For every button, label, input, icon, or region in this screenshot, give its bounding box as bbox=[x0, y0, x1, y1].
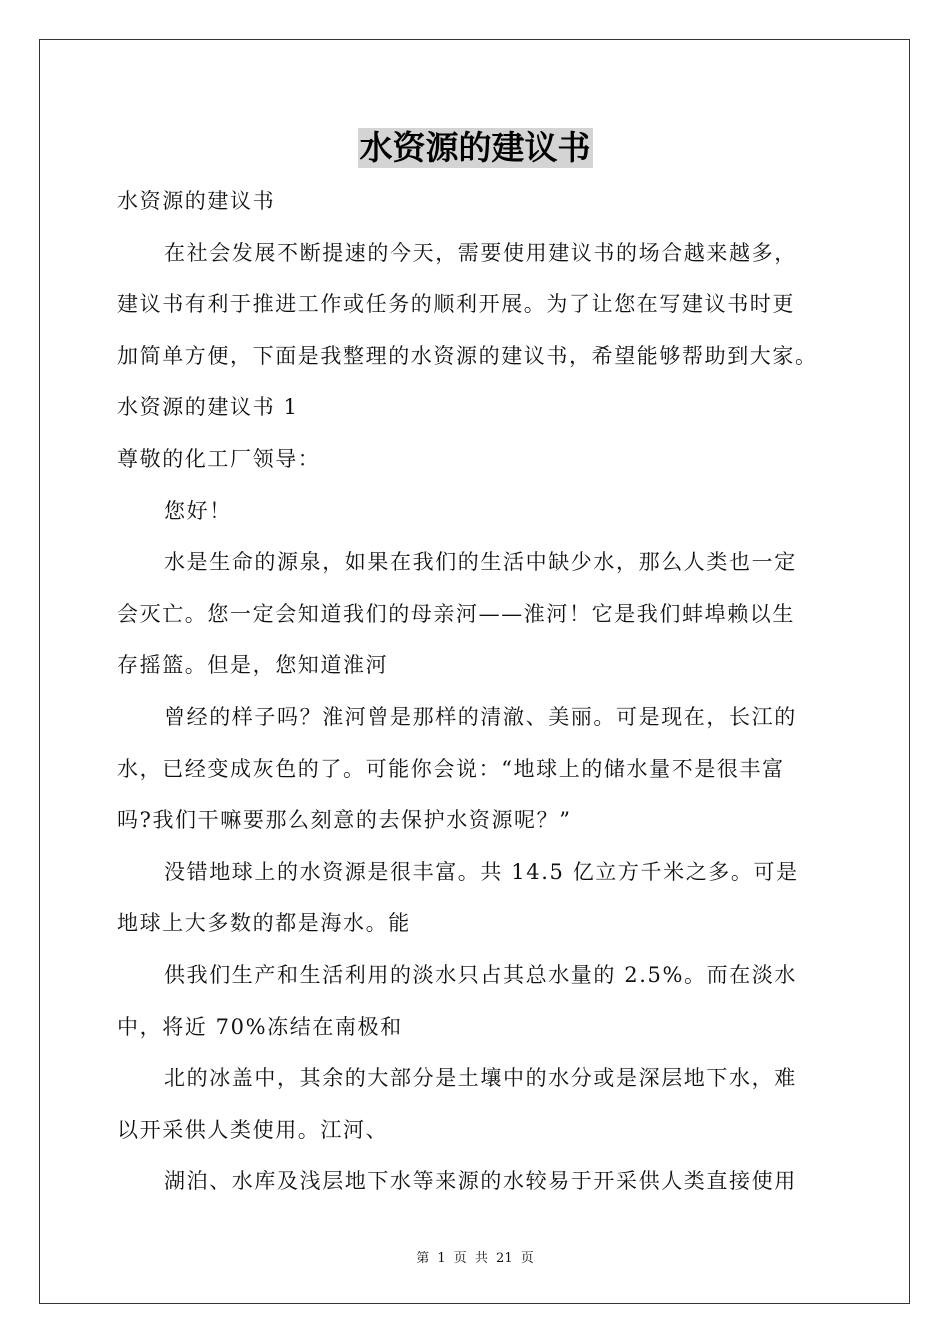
body-line: 北的冰盖中，其余的大部分是土壤中的水分或是深层地下水，难 bbox=[164, 1066, 797, 1091]
section-heading: 水资源的建议书 1 bbox=[117, 395, 299, 420]
document-title: 水资源的建议书 bbox=[359, 128, 591, 167]
body-line: 加简单方便，下面是我整理的水资源的建议书，希望能够帮助到大家。 bbox=[117, 343, 818, 368]
body-line: 在社会发展不断提速的今天，需要使用建议书的场合越来越多， bbox=[164, 240, 797, 265]
body-line: 供我们生产和生活利用的淡水只占其总水量的 2.5%。而在淡水 bbox=[164, 962, 798, 987]
document-body bbox=[117, 176, 837, 1208]
body-line: 水，已经变成灰色的了。可能你会说：“地球上的储水量不是很丰富 bbox=[117, 756, 785, 781]
body-line: 吗?我们干嘛要那么刻意的去保护水资源呢？” bbox=[117, 808, 572, 833]
body-line: 曾经的样子吗？淮河曾是那样的清澈、美丽。可是现在，长江的 bbox=[164, 704, 797, 729]
body-line: 水是生命的源泉，如果在我们的生活中缺少水，那么人类也一定 bbox=[164, 550, 797, 575]
body-line: 存摇篮。但是，您知道淮河 bbox=[117, 653, 389, 678]
salutation: 尊敬的化工厂领导： bbox=[117, 446, 321, 471]
greeting: 您好！ bbox=[164, 498, 232, 523]
page-footer: 第 1 页 共 21 页 bbox=[416, 1251, 534, 1266]
body-line: 建议书有利于推进工作或任务的顺利开展。为了让您在写建议书时更 bbox=[117, 292, 795, 317]
body-line: 会灭亡。您一定会知道我们的母亲河——淮河！它是我们蚌埠赖以生 bbox=[117, 601, 795, 626]
body-line: 水资源的建议书 bbox=[117, 189, 276, 213]
title-container bbox=[0, 128, 950, 168]
body-line: 湖泊、水库及浅层地下水等来源的水较易于开采供人类直接使用 bbox=[164, 1169, 797, 1194]
body-line: 以开采供人类使用。江河、 bbox=[117, 1117, 389, 1142]
body-line: 没错地球上的水资源是很丰富。共 14.5 亿立方千米之多。可是 bbox=[164, 859, 799, 884]
body-line: 地球上大多数的都是海水。能 bbox=[117, 911, 411, 936]
body-line: 中，将近 70%冻结在南极和 bbox=[117, 1014, 403, 1039]
